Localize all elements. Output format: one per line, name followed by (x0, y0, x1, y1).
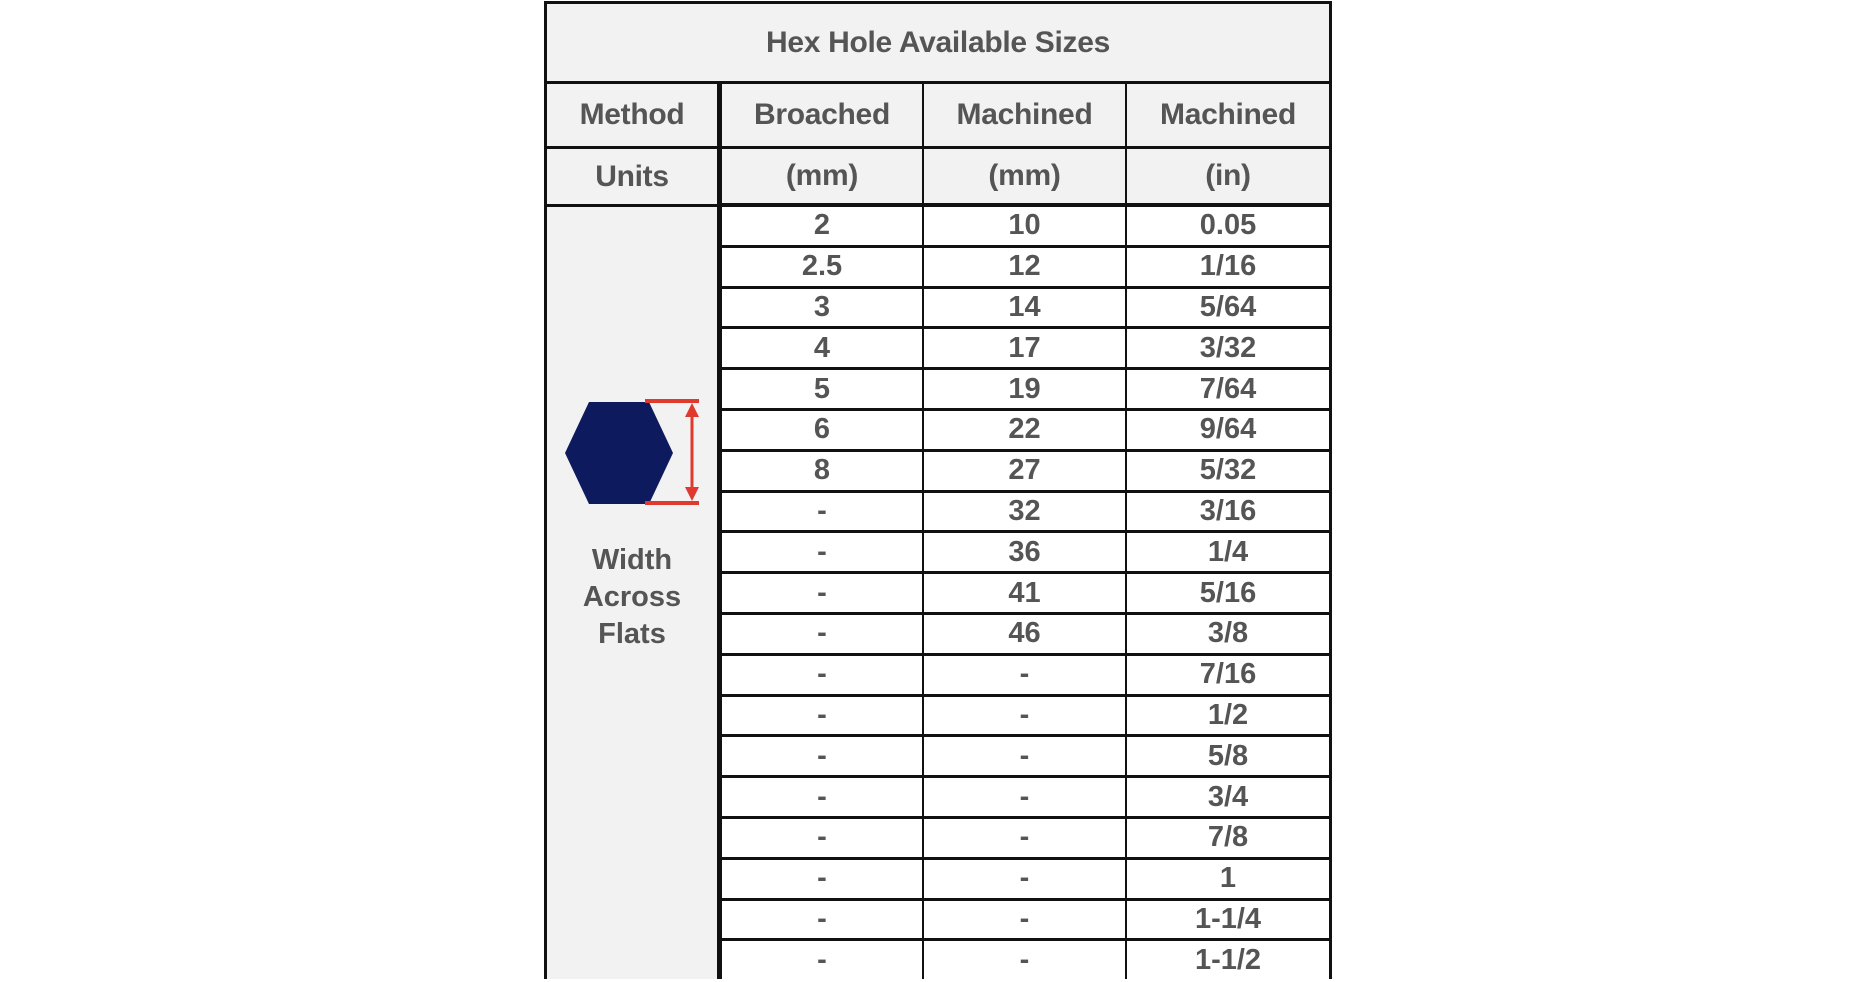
units-label: Units (547, 149, 722, 207)
broached-mm-cell: - (722, 574, 924, 612)
table-row (722, 367, 1329, 408)
machined-mm-cell: 46 (924, 615, 1127, 653)
broached-mm-cell: 2.5 (722, 248, 924, 286)
machined-mm-cell: - (924, 778, 1127, 816)
machined-mm-cell: 32 (924, 493, 1127, 531)
broached-mm-cell: - (722, 901, 924, 939)
broached-mm-cell: 6 (722, 411, 924, 449)
broached-mm-cell: 2 (722, 207, 924, 245)
broached-mm-cell: - (722, 860, 924, 898)
machined-in-cell: 3/8 (1127, 615, 1329, 653)
machined-in-cell: 7/8 (1127, 819, 1329, 857)
broached-mm-cell: 8 (722, 452, 924, 490)
table-row (722, 490, 1329, 531)
broached-mm-cell: - (722, 819, 924, 857)
table-row (722, 694, 1329, 735)
method-machined-in: Machined (1127, 84, 1329, 146)
table-row (722, 612, 1329, 653)
machined-in-cell: 1 (1127, 860, 1329, 898)
machined-mm-cell: - (924, 901, 1127, 939)
machined-mm-cell: 19 (924, 370, 1127, 408)
machined-in-cell: 5/8 (1127, 737, 1329, 775)
hex-width-across-flats-icon (563, 397, 703, 507)
table-row (722, 530, 1329, 571)
machined-mm-cell: 10 (924, 207, 1127, 245)
table-row (722, 653, 1329, 694)
machined-mm-cell: 17 (924, 329, 1127, 367)
units-broached: (mm) (722, 149, 924, 207)
machined-in-cell: 3/32 (1127, 329, 1329, 367)
machined-in-cell: 0.05 (1127, 207, 1329, 245)
broached-mm-cell: 5 (722, 370, 924, 408)
machined-in-cell: 3/16 (1127, 493, 1329, 531)
machined-in-cell: 9/64 (1127, 411, 1329, 449)
broached-mm-cell: - (722, 737, 924, 775)
machined-mm-cell: 27 (924, 452, 1127, 490)
table-title: Hex Hole Available Sizes (547, 4, 1329, 84)
machined-mm-cell: - (924, 860, 1127, 898)
machined-in-cell: 5/32 (1127, 452, 1329, 490)
broached-mm-cell: - (722, 941, 924, 979)
width-across-flats-cell (547, 207, 722, 979)
table-row (722, 207, 1329, 245)
machined-in-cell: 1-1/2 (1127, 941, 1329, 979)
machined-in-cell: 7/16 (1127, 656, 1329, 694)
broached-mm-cell: - (722, 493, 924, 531)
broached-mm-cell: - (722, 533, 924, 571)
broached-mm-cell: 4 (722, 329, 924, 367)
label-line: Across (582, 581, 682, 613)
machined-in-cell: 1/2 (1127, 697, 1329, 735)
table-row (722, 857, 1329, 898)
machined-mm-cell: 12 (924, 248, 1127, 286)
units-machined-in: (in) (1127, 149, 1329, 207)
table-row (722, 898, 1329, 939)
table-row (722, 326, 1329, 367)
broached-mm-cell: - (722, 656, 924, 694)
machined-mm-cell: 22 (924, 411, 1127, 449)
machined-mm-cell: 36 (924, 533, 1127, 571)
label-line: Flats (598, 618, 666, 650)
machined-mm-cell: - (924, 656, 1127, 694)
table-row (722, 938, 1329, 979)
method-label: Method (547, 84, 722, 146)
broached-mm-cell: 3 (722, 289, 924, 327)
machined-in-cell: 1/4 (1127, 533, 1329, 571)
machined-mm-cell: - (924, 941, 1127, 979)
broached-mm-cell: - (722, 615, 924, 653)
table-row (722, 449, 1329, 490)
machined-mm-cell: - (924, 819, 1127, 857)
label-line: Width (591, 544, 673, 576)
width-across-flats-label (547, 542, 717, 653)
machined-in-cell: 1/16 (1127, 248, 1329, 286)
machined-in-cell: 5/16 (1127, 574, 1329, 612)
table-row (722, 775, 1329, 816)
method-machined-mm: Machined (924, 84, 1127, 146)
method-broached: Broached (722, 84, 924, 146)
units-header-row (547, 149, 1329, 207)
units-machined-mm: (mm) (924, 149, 1127, 207)
machined-in-cell: 1-1/4 (1127, 901, 1329, 939)
machined-in-cell: 3/4 (1127, 778, 1329, 816)
method-header-row (547, 84, 1329, 149)
table-row (722, 408, 1329, 449)
machined-mm-cell: 41 (924, 574, 1127, 612)
machined-mm-cell: - (924, 737, 1127, 775)
table-row (722, 571, 1329, 612)
machined-in-cell: 7/64 (1127, 370, 1329, 408)
size-rows (722, 207, 1329, 979)
machined-mm-cell: - (924, 697, 1127, 735)
table-row (722, 286, 1329, 327)
table-row (722, 245, 1329, 286)
machined-in-cell: 5/64 (1127, 289, 1329, 327)
hex-hole-sizes-table (544, 1, 1332, 979)
broached-mm-cell: - (722, 778, 924, 816)
machined-mm-cell: 14 (924, 289, 1127, 327)
table-row (722, 734, 1329, 775)
broached-mm-cell: - (722, 697, 924, 735)
table-row (722, 816, 1329, 857)
